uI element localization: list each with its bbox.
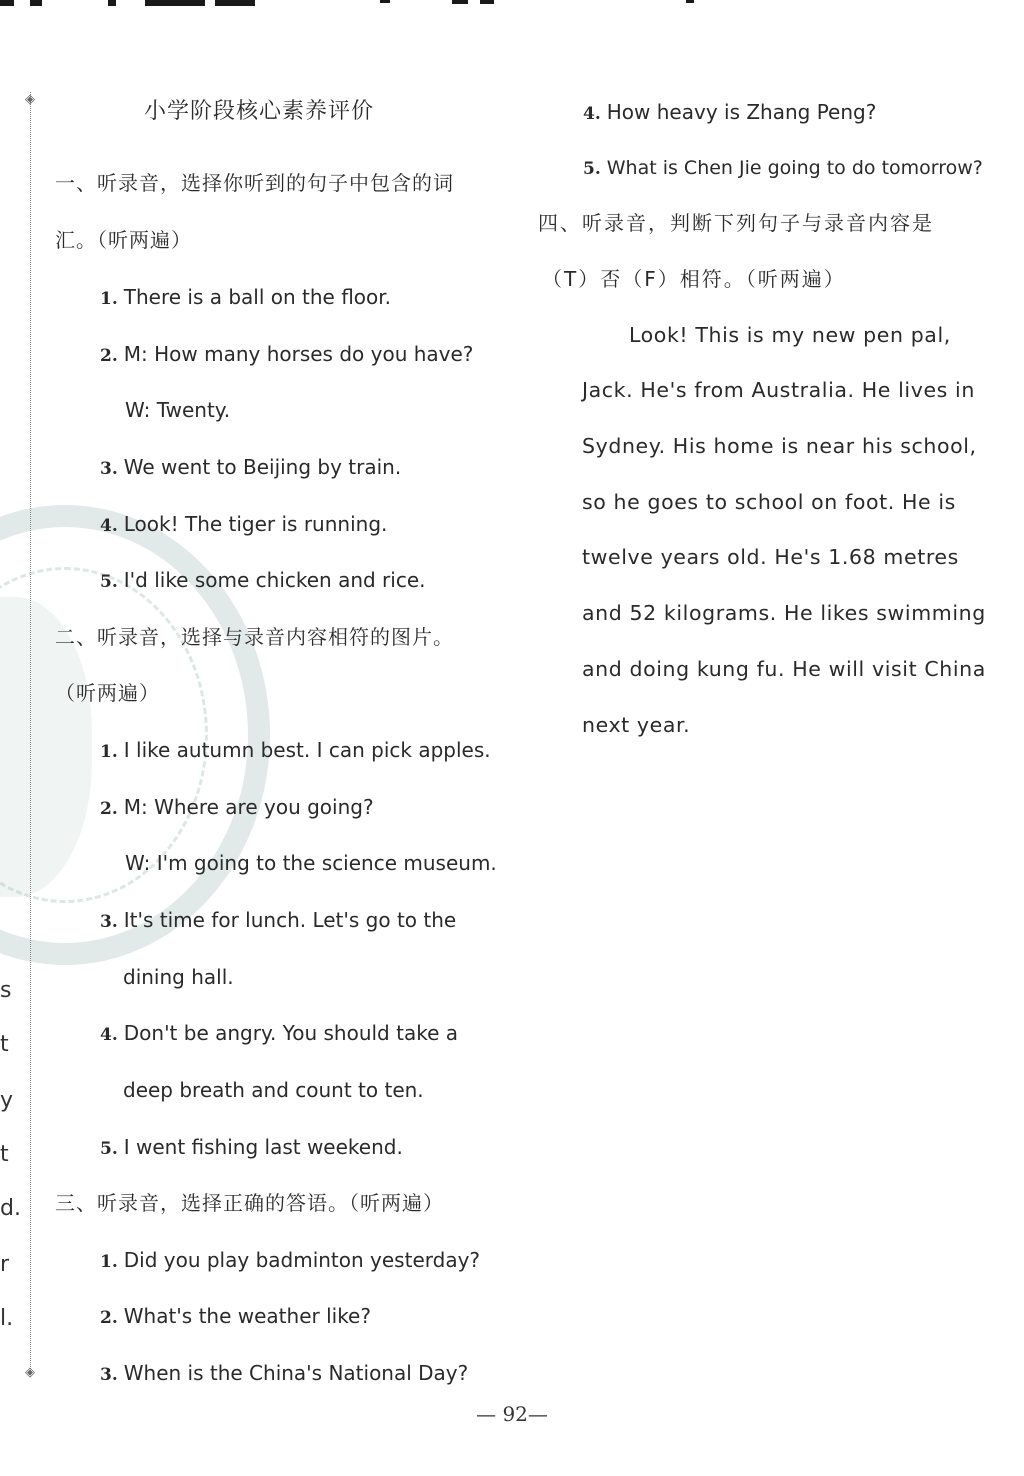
list-item-continued: dining hall. xyxy=(123,965,234,989)
list-item: 2. M: How many horses do you have? xyxy=(100,342,474,366)
binding-line xyxy=(30,92,31,1377)
passage-line: Jack. He's from Australia. He lives in xyxy=(582,378,975,402)
edge-letter: y xyxy=(0,1088,14,1113)
section-heading: 二、听录音，选择与录音内容相符的图片。 xyxy=(55,625,454,649)
section-heading: 四、听录音，判断下列句子与录音内容是 xyxy=(538,211,934,235)
page-title: 小学阶段核心素养评价 xyxy=(144,99,375,124)
passage-line: and doing kung fu. He will visit China xyxy=(582,657,986,681)
binding-mark-icon: ◈ xyxy=(25,1365,35,1380)
list-item: 4. How heavy is Zhang Peng? xyxy=(583,100,877,124)
section-heading: 一、听录音，选择你听到的句子中包含的词 xyxy=(55,171,454,195)
list-item: 2. M: Where are you going? xyxy=(100,795,374,819)
section-heading: （T）否（F）相符。（听两遍） xyxy=(542,267,846,291)
list-item: 3. When is the China's National Day? xyxy=(100,1361,469,1385)
edge-letter: t xyxy=(0,1142,9,1167)
list-item: 4. Don't be angry. You should take a xyxy=(100,1021,458,1045)
section-heading: （听两遍） xyxy=(55,681,160,705)
list-item: 3. It's time for lunch. Let's go to the xyxy=(100,908,457,932)
list-item: 1. Did you play badminton yesterday? xyxy=(100,1248,481,1272)
passage-line: and 52 kilograms. He likes swimming xyxy=(582,601,986,625)
scan-artifact xyxy=(0,0,1024,10)
list-item: 5. I'd like some chicken and rice. xyxy=(100,568,426,592)
list-item: 2. What's the weather like? xyxy=(100,1304,371,1328)
list-item: 1. I like autumn best. I can pick apples. xyxy=(100,738,491,762)
list-item: 5. What is Chen Jie going to do tomorrow? xyxy=(583,157,983,179)
passage-line: next year. xyxy=(582,713,691,737)
passage-line: Sydney. His home is near his school, xyxy=(582,434,977,458)
passage-line: so he goes to school on foot. He is xyxy=(582,490,956,514)
list-item: 5. I went fishing last weekend. xyxy=(100,1135,403,1159)
edge-letter: s xyxy=(0,978,12,1003)
edge-letter: t xyxy=(0,1032,9,1057)
list-item: 1. There is a ball on the floor. xyxy=(100,285,392,309)
section-heading: 三、听录音，选择正确的答语。（听两遍） xyxy=(55,1191,444,1215)
edge-letter: d. xyxy=(0,1196,21,1221)
list-item-continued: deep breath and count to ten. xyxy=(123,1078,424,1102)
section-heading: 汇。（听两遍） xyxy=(55,228,192,252)
edge-letter: l. xyxy=(0,1306,14,1331)
list-item-continued: W: I'm going to the science museum. xyxy=(125,851,497,875)
binding-mark-icon: ◈ xyxy=(25,92,35,107)
passage-line: twelve years old. He's 1.68 metres xyxy=(582,545,959,569)
edge-letter: r xyxy=(0,1252,10,1277)
list-item-continued: W: Twenty. xyxy=(125,398,231,422)
page-number: — 92— xyxy=(476,1402,548,1426)
passage-line: Look! This is my new pen pal, xyxy=(629,323,951,347)
list-item: 3. We went to Beijing by train. xyxy=(100,455,402,479)
list-item: 4. Look! The tiger is running. xyxy=(100,512,388,536)
